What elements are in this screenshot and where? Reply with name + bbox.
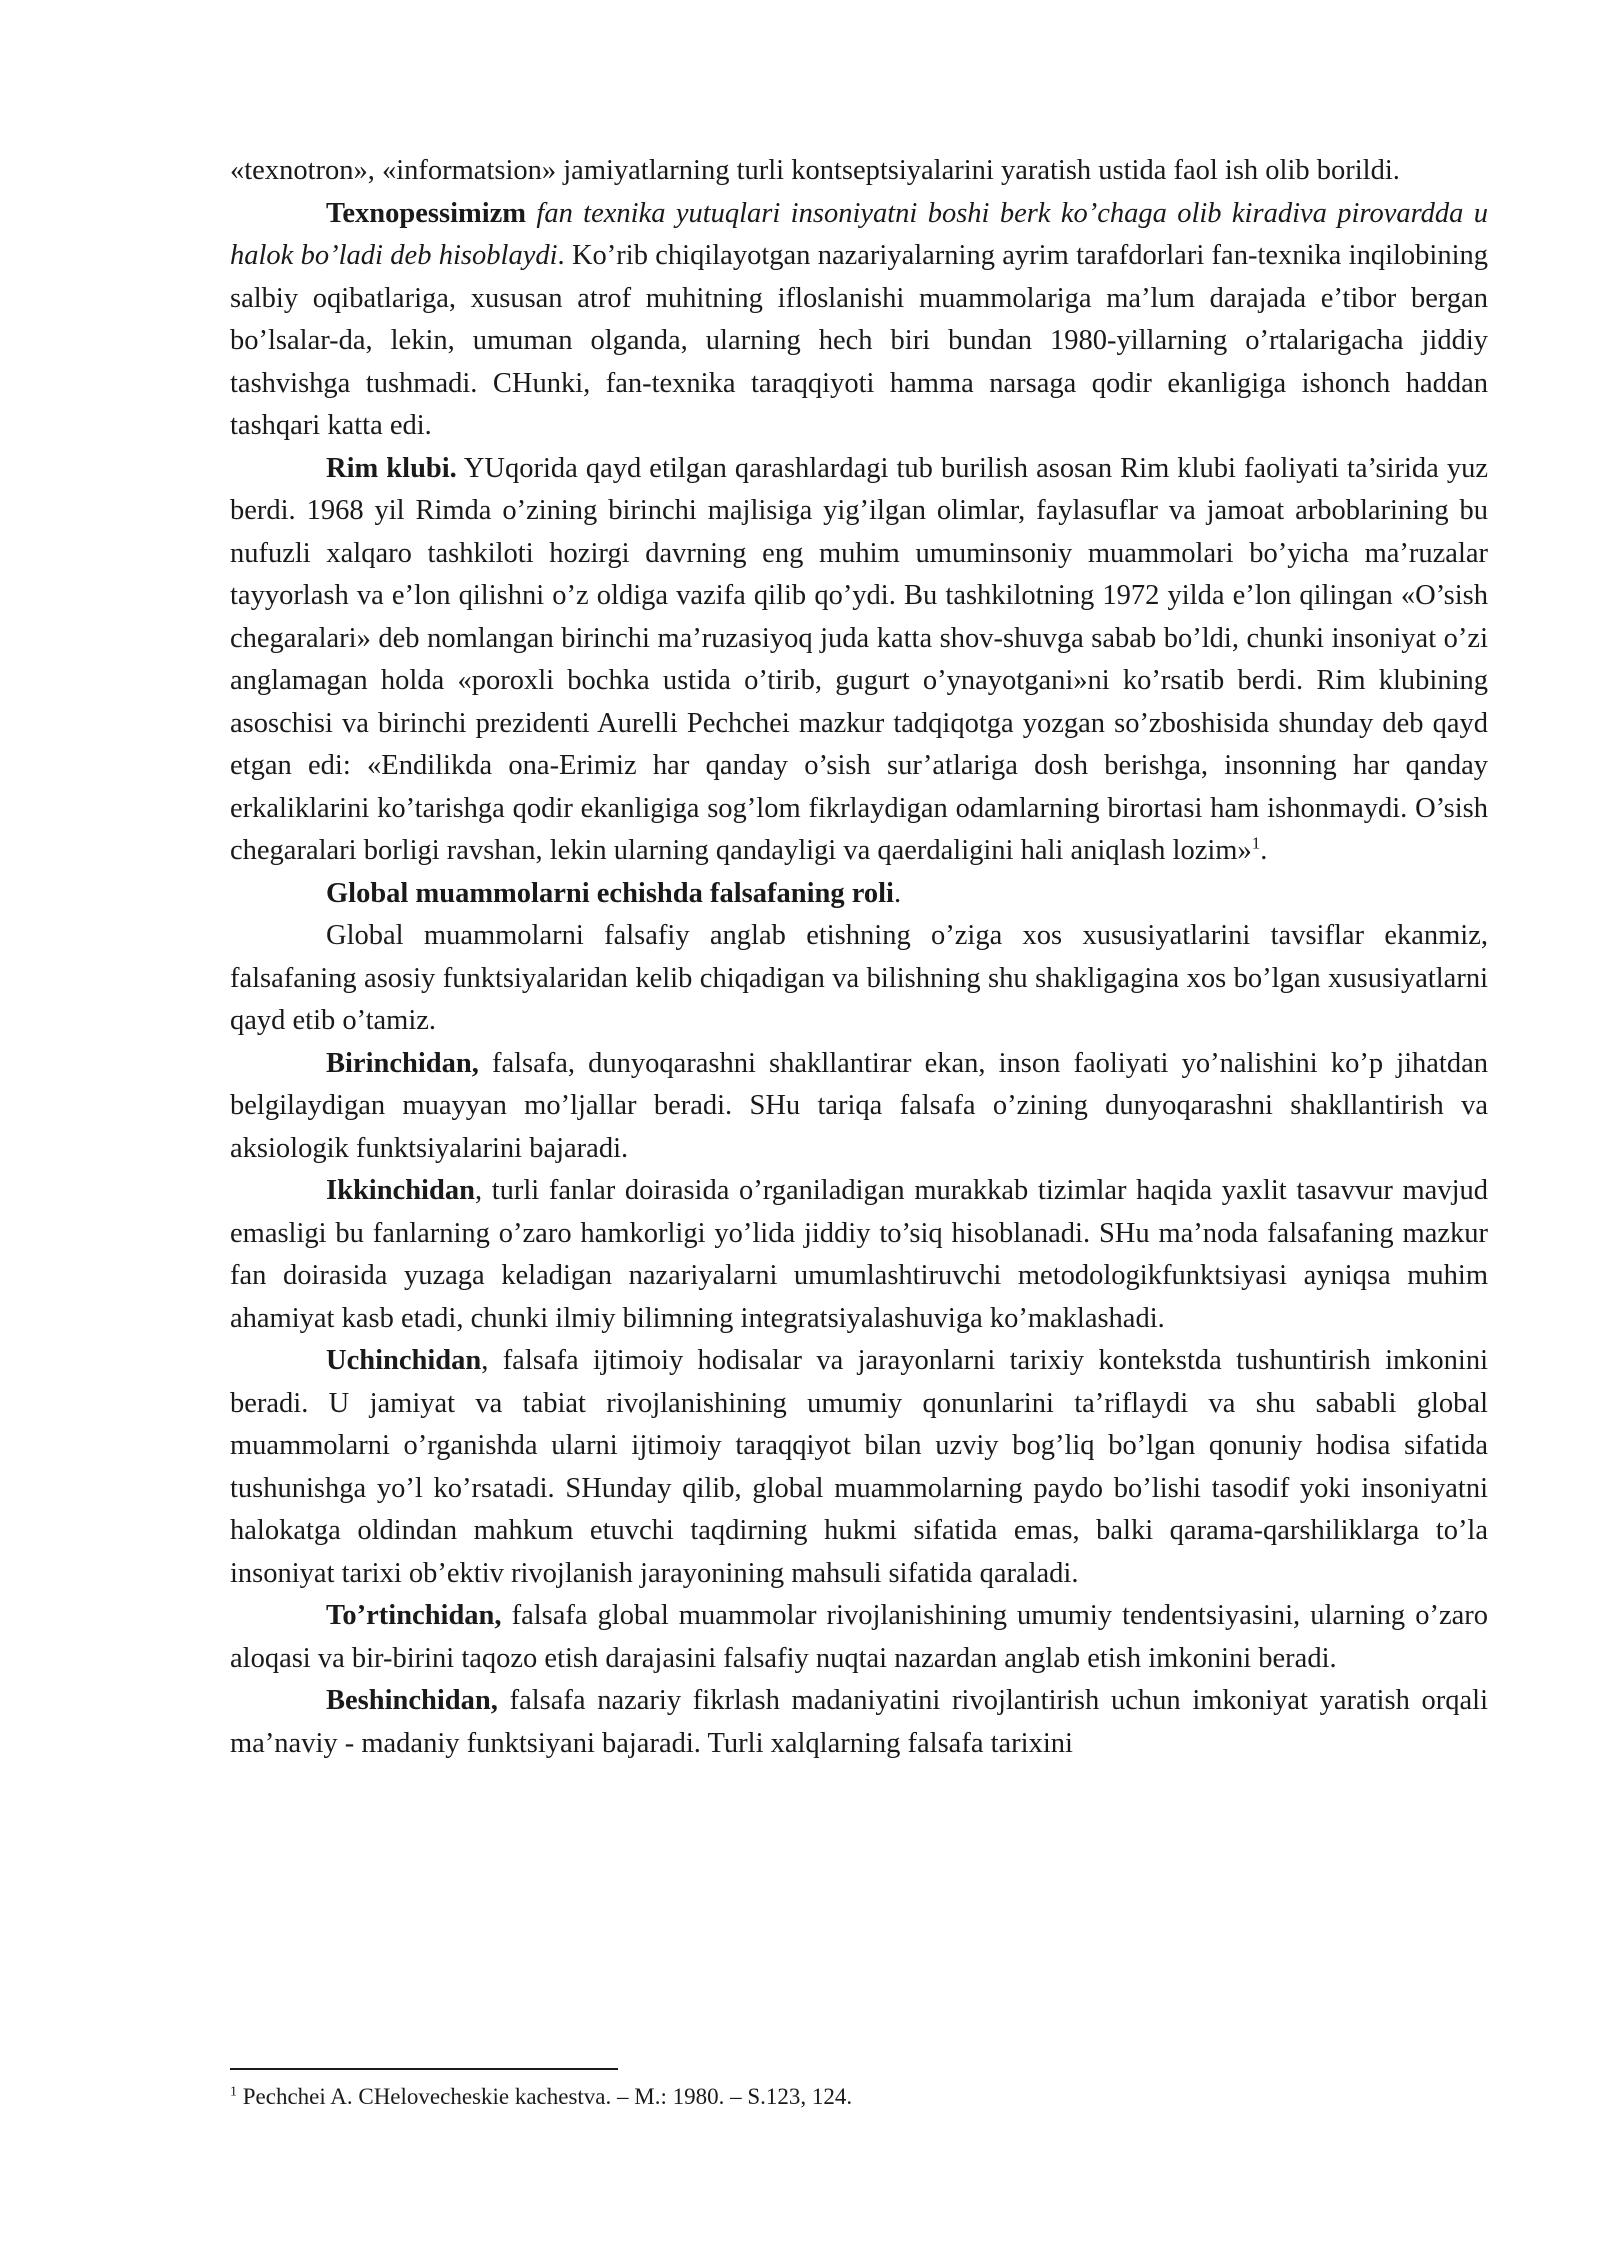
document-page xyxy=(230,150,1488,1765)
paragraph-text: falsafa nazariy fikrlash madaniyatini rivojlantirish uchun imkoniyat yaratish orqali ma’naviy - madaniy funktsiyani bajaradi. Turli xalqlarning falsafa tarixini xyxy=(230,1685,1488,1759)
paragraph-text: falsafa global muammolar rivojlanishining umumiy tendentsiyasini, ularning o’zaro aloqasi va bir-birini taqozo etish darajasini falsafiy nuqtai nazardan anglab etish imkonini beradi. xyxy=(230,1600,1488,1674)
paragraph-text: Global muammolarni falsafiy anglab etishning o’ziga xos xususiyatlarini tavsiflar ekanmiz, falsafaning asosiy funktsiyalaridan kelib chiqadigan va bilishning shu shakligagina xos bo’lgan xususiyatlarni qayd etib o’tamiz. xyxy=(230,920,1488,1036)
footnote xyxy=(230,2082,852,2112)
paragraph-end: . xyxy=(1260,835,1268,866)
paragraph-text: falsafa, dunyoqarashni shakllantirar ekan, inson faoliyati yo’nalishini ko’p jihatdan belgilaydigan muayyan mo’ljallar beradi. SHu tariqa falsafa o’zining dunyoqarashni shakllantirish va aksiologik funktsiyalarini bajaradi. xyxy=(230,1047,1488,1164)
paragraph-lead: Ikkinchidan xyxy=(326,1175,475,1206)
paragraph-italic: fan texnika yutuqlari insoniyatni boshi berk ko’chaga olib kiradiva pirovardda u halok bo’ladi deb hisoblaydi xyxy=(230,197,1488,271)
footnote-ref: 1 xyxy=(1251,833,1261,853)
paragraph-texnopessimizm xyxy=(230,193,1488,448)
paragraph-text: «texnotron», «informatsion» jamiyatlarning turli kontseptsiyalarini yaratish ustida faol ish olib borildi. xyxy=(230,155,1400,186)
paragraph-ikkinchidan xyxy=(230,1170,1488,1340)
paragraph-lead: Birinchidan, xyxy=(326,1047,479,1079)
paragraph-lead: To’rtinchidan, xyxy=(326,1600,502,1631)
footnote-text: Pechchei A. CHelovecheskie kachestva. – M.: 1980. – S.123, 124. xyxy=(237,2084,853,2109)
heading-end: . xyxy=(893,877,902,909)
paragraph-lead: Rim klubi. xyxy=(326,452,457,484)
paragraph-birinchidan xyxy=(230,1043,1488,1171)
paragraph-text: YUqorida qayd etilgan qarashlardagi tub burilish asosan Rim klubi faoliyati ta’sirida yuz berdi. 1968 yil Rimda o’zining birinchi majlisiga yig’ilgan olimlar, faylasuflar va jamoat arboblarining bu nufuzli xalqaro tashkiloti hozirgi davrning eng muhim umuminsoniy muammolari bo’yicha ma’ruzalar tayyorlash va e’lon qilishni o’z oldiga vazifa qilib qo’ydi. Bu tashkilotning 1972 yilda e’lon qilingan «O’sish chegaralari» deb nomlangan birinchi ma’ruzasiyoq juda katta shov-shuvga sabab bo’ldi, chunki insoniyat o’zi anglamagan holda «poroxli bochka ustida o’tirib, gugurt o’ynayotgani»ni ko’rsatib berdi. Rim klubining asoschisi va birinchi prezidenti Aurelli Pechchei mazkur tadqiqotga yozgan so’zboshisida shunday deb qayd etgan edi: «Endilikda ona-Erimiz har qanday o’sish sur’atlariga dosh berishga, insonning har qanday erkaliklarini ko’tarishga qodir ekanligiga sog’lom fikrlaydigan odamlarning birortasi ham ishonmaydi. O’sish chegaralari borligi ravshan, lekin ularning qandayligi va qaerdaligini hali aniqlash lozim» xyxy=(230,452,1488,866)
paragraph-lead: Uchinchidan xyxy=(326,1345,482,1376)
heading-text: Global muammolarni echishda falsafaning roli xyxy=(326,877,894,909)
footnote-divider xyxy=(230,2068,618,2070)
paragraph-lead: Beshinchidan, xyxy=(326,1685,498,1716)
footnote-number: 1 xyxy=(230,2084,237,2100)
paragraph-uchinchidan xyxy=(230,1340,1488,1595)
paragraph-text: , falsafa ijtimoiy hodisalar va jarayonlarni tarixiy kontekstda tushuntirish imkonini beradi. U jamiyat va tabiat rivojlanishining umumiy qonunlarini ta’riflaydi va shu sababli global muammolarni o’rganishda ularni ijtimoiy taraqqiyot bilan uzviy bog’liq bo’lgan qonuniy hodisa sifatida tushunishga yo’l ko’rsatadi. SHunday qilib, global muammolarning paydo bo’lishi tasodif yoki insoniyatni halokatga oldindan mahkum etuvchi taqdirning hukmi sifatida emas, balki qarama-qarshiliklarga to’la insoniyat tarixi ob’ektiv rivojlanish jarayonining mahsuli sifatida qaraladi. xyxy=(230,1345,1488,1589)
paragraph-lead: Texnopessimizm xyxy=(326,197,527,229)
paragraph-text: . Ko’rib chiqilayotgan nazariyalarning ayrim tarafdorlari fan-texnika inqilobining salbiy oqibatlariga, xususan atrof muhitning ifloslanishi muammolariga ma’lum darajada e’tibor bergan bo’lsalar-da, lekin, umuman olganda, ularning hech biri bundan 1980-yillarning o’rtalarigacha jiddiy tashvishga tushmadi. CHunki, fan-texnika taraqqiyoti hamma narsaga qodir ekanligiga ishonch haddan tashqari katta edi. xyxy=(230,240,1488,441)
paragraph-tortinchidan xyxy=(230,1595,1488,1680)
paragraph-beshinchidan xyxy=(230,1680,1488,1765)
paragraph-text: , turli fanlar doirasida o’rganiladigan murakkab tizimlar haqida yaxlit tasavvur mavjud emasligi bu fanlarning o’zaro hamkorligi yo’lida jiddiy to’siq hisoblanadi. SHu ma’noda falsafaning mazkur fan doirasida yuzaga keladigan nazariyalarni umumlashtiruvchi metodologikfunktsiyasi ayniqsa muhim ahamiyat kasb etadi, chunki ilmiy bilimning integratsiyalashuviga ko’maklashadi. xyxy=(230,1175,1488,1334)
paragraph-rim-klubi xyxy=(230,448,1488,873)
section-heading xyxy=(230,873,1488,916)
paragraph-0 xyxy=(230,150,1488,193)
paragraph-intro xyxy=(230,915,1488,1043)
